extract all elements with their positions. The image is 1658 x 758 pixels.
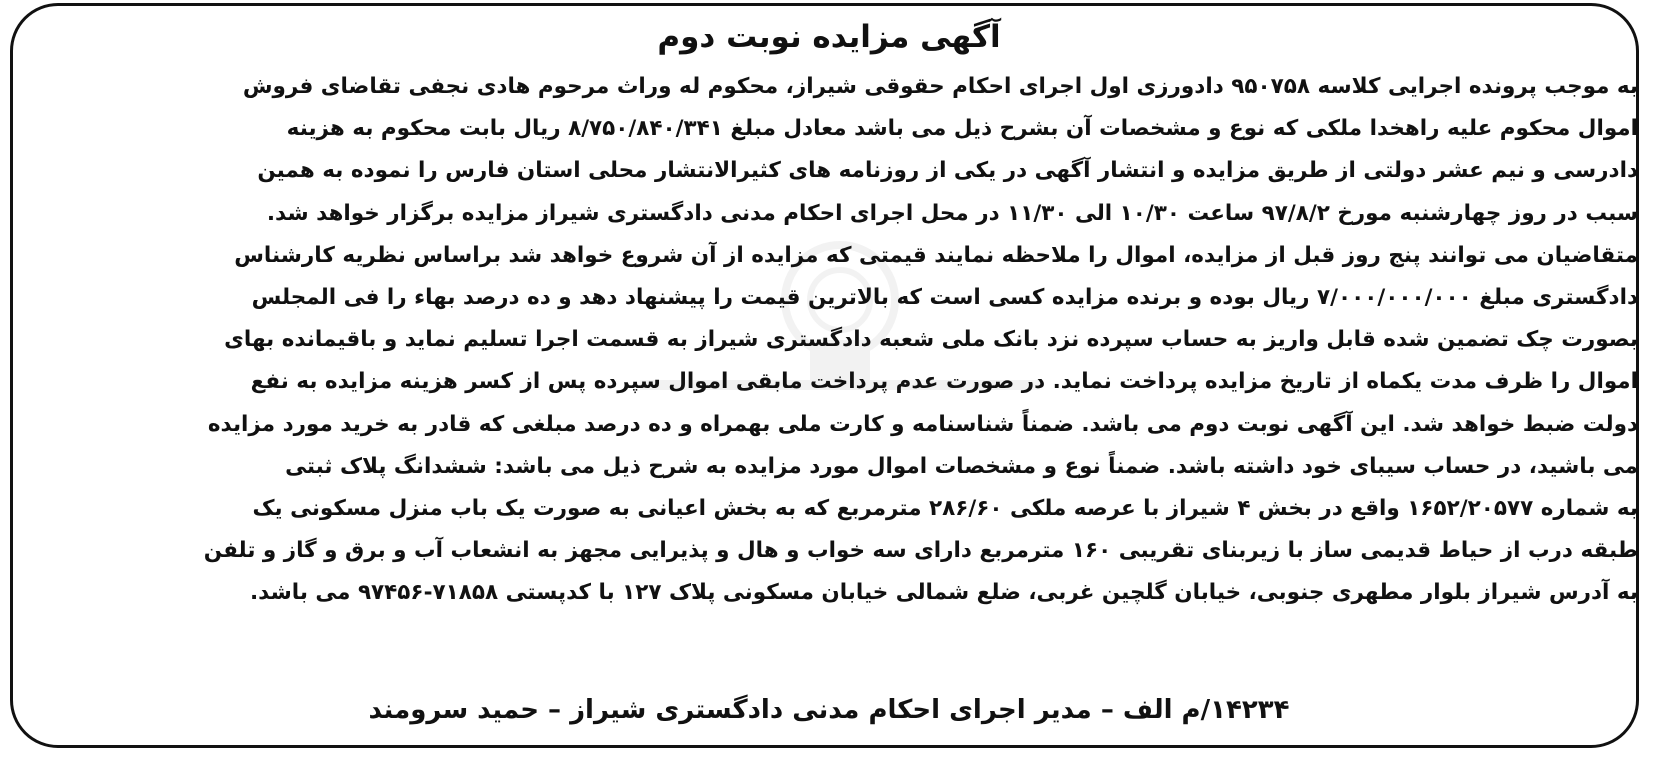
notice-line: به شماره ۱۶۵۲/۲۰۵۷۷ واقع در بخش ۴ شیراز با عرصه ملکی ۲۸۶/۶۰ مترمربع که به بخش اعیانی به صورت یک باب منزل مسکونی یک [252,495,1638,521]
notice-line: دادرسی و نیم عشر دولتی از طریق مزایده و انتشار آگهی در یکی از روزنامه های کثیرالانتشار محلی استان فارس را نموده به همین [257,158,1638,184]
notice-line: سبب در روز چهارشنبه مورخ ۹۷/۸/۲ ساعت ۱۰/۳۰ الی ۱۱/۳۰ در محل اجرای احکام مدنی دادگستری شیراز مزایده برگزار خواهد شد. [266,200,1638,226]
notice-line: اموال را ظرف مدت یکماه از تاریخ مزایده پرداخت نماید. در صورت عدم پرداخت مابقی اموال سپرده پس از کسر هزینه مزایده به نفع [250,369,1638,395]
notice-signature: ۱۴۲۳۴/م الف – مدیر اجرای احکام مدنی دادگستری شیراز – حمید سرومند [368,695,1290,725]
notice-body [18,66,1638,614]
notice-line: دادگستری مبلغ ۷/۰۰۰/۰۰۰/۰۰۰ ریال بوده و برنده مزایده کسی است که بالاترین قیمت را پیشنهاد دهد و ده درصد بهاء را فی المجلس [251,284,1638,310]
notice-line: دولت ضبط خواهد شد. این آگهی نوبت دوم می باشد. ضمناً شناسنامه و کارت ملی بهمراه و ده درصد مبلغی که قادر به خرید مورد مزایده [207,411,1638,437]
notice-line: متقاضیان می توانند پنج روز قبل از مزایده، اموال را ملاحظه نمایند قیمتی که مزایده از آن شروع خواهد شد براساس نظریه کارشناس [234,242,1638,268]
notice-line: به موجب پرونده اجرایی کلاسه ۹۵۰۷۵۸ دادورزی اول اجرای احکام حقوقی شیراز، محکوم له وراث مرحوم هادی نجفی تقاضای فروش [242,74,1638,99]
notice-line: طبقه درب از حیاط قدیمی ساز با زیربنای تقریبی ۱۶۰ مترمربع دارای سه خواب و هال و پذیرایی مجهز به انشعاب آب و برق و گاز و تلفن [203,538,1638,564]
notice-line: می باشید، در حساب سیبای خود داشته باشد. ضمناً نوع و مشخصات اموال مورد مزایده به شرح ذیل می باشد: ششدانگ پلاک ثبتی [285,453,1638,479]
notice-line: بصورت چک تضمین شده قابل واریز به حساب سپرده نزد بانک ملی شعبه دادگستری شیراز به قسمت اجرا تسلیم نماید و باقیمانده بهای [224,327,1638,353]
notice-title: آگهی مزایده نوبت دوم [657,19,1001,55]
notice-line: به آدرس شیراز بلوار مطهری جنوبی، خیابان گلچین غربی، ضلع شمالی خیابان مسکونی پلاک ۱۲۷ با کدپستی ۷۱۸۵۸-۹۷۴۵۶ می باشد. [250,580,1638,606]
notice-line: اموال محکوم علیه راهخدا ملکی که نوع و مشخصات آن بشرح ذیل می باشد معادل مبلغ ۸/۷۵۰/۸۴۰/۳۴۱ ریال بابت محکوم به هزینه [286,116,1638,142]
